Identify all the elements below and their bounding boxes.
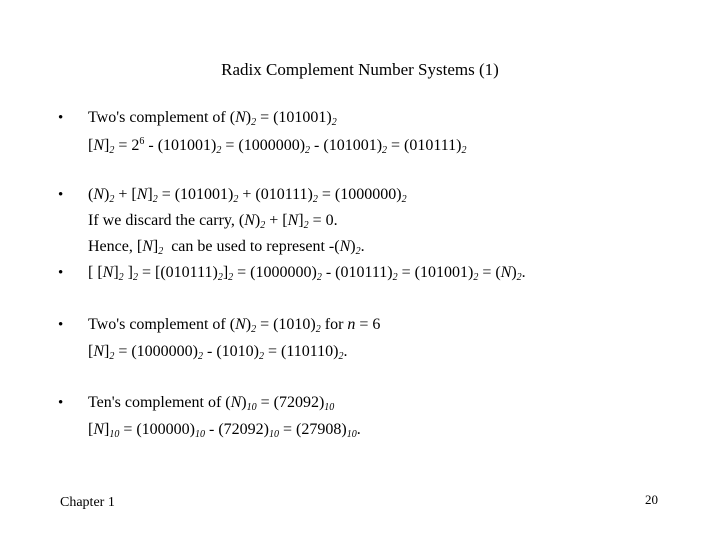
bullet-dot: • (58, 317, 64, 333)
bullet-dot: • (58, 265, 64, 281)
bullet-2-line-2: If we discard the carry, $(N)_2 + [N]_2 = 0$. (88, 212, 338, 231)
bullet-dot: • (58, 110, 64, 126)
slide-title: Radix Complement Number Systems (1) (221, 60, 499, 79)
bullet-4-line-1: Two's complement of $(N)_2 = (1010)_2$ for n = 6 (88, 316, 381, 335)
footer-chapter: Chapter 1 (60, 495, 115, 510)
bullet-5-line-1: Ten's complement of $(N)_{10} = (72092)_{10}$ (88, 394, 335, 413)
bullet-dot: • (58, 187, 64, 203)
page-number: 20 (645, 492, 658, 507)
bullet-dot: • (58, 395, 64, 411)
bullet-5-line-2: $[N]_{10} = (100000)_{10} - (72092)_{10} = (27908)_{10}$. (88, 421, 361, 440)
bullet-2-line-3: Hence, $[N]_2$ can be used to represent $-(N)_2$. (88, 238, 365, 257)
bullet-1-line-1: Two's complement of $(N)_2 = (101001)_2$ (88, 109, 337, 128)
bullet-1-line-2: $[N]_2 = 2^6 - (101001)_2 = (1000000)_2 - (101001)_2 = (010111)_2$ (88, 136, 467, 156)
bullet-3-line-1: [ $[N]_2$ ]$_2 = [(010111)_2]_2 = (1000000)_2 - (010111)_2 = (101001)_2 = (N)_2$. (88, 264, 526, 283)
bullet-4-line-2: $[N]_2 = (1000000)_2 - (1010)_2 = (110110)_2$. (88, 343, 348, 362)
bullet-2-line-1: $(N)_2 + [N]_2 = (101001)_2 + (010111)_2 = (1000000)_2$ (88, 186, 407, 205)
